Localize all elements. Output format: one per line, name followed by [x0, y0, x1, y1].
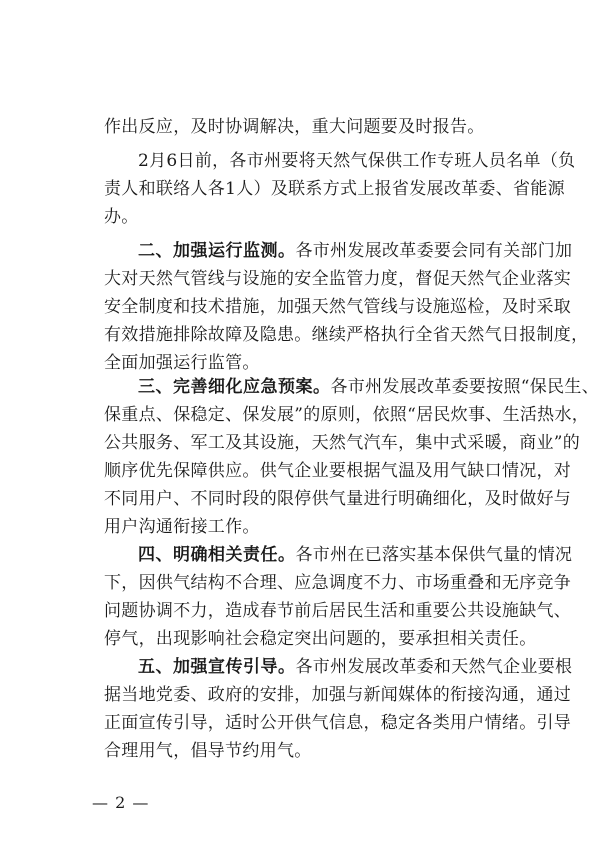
section-heading: 四、明确相关责任。	[138, 545, 296, 565]
text-line: 有效措施排除故障及隐患。继续严格执行全省天然气日报制度，	[104, 325, 589, 345]
text-line: 二、加强运行监测。各市州发展改革委要会同有关部门加	[138, 241, 573, 261]
text-line: 问题协调不力，造成春节前后居民生活和重要公共设施缺气、	[104, 601, 572, 621]
text-line: 据当地党委、政府的安排，加强与新闻媒体的衔接沟通，通过	[104, 685, 572, 705]
text-line: 责人和联络人各1人）及联系方式上报省发展改革委、省能源	[104, 179, 565, 199]
text-line: 用户沟通衔接工作。	[104, 517, 260, 537]
text-line: 顺序优先保障供应。供气企业要根据气温及用气缺口情况，对	[104, 461, 572, 481]
section-heading: 二、加强运行监测。	[138, 241, 296, 261]
text-line: 公共服务、军工及其设施，天然气汽车，集中式采暖，商业”的	[104, 433, 581, 453]
text-line: 五、加强宣传引导。各市州发展改革委和天然气企业要根	[138, 657, 573, 677]
text-line: 保重点、保稳定、保发展”的原则，依照“居民炊事、生活热水，	[104, 405, 590, 425]
text-line: 正面宣传引导，适时公开供气信息，稳定各类用户情绪。引导	[104, 713, 572, 733]
text-line: 合理用气，倡导节约用气。	[104, 741, 312, 761]
text-line: 安全制度和技术措施，加强天然气管线与设施巡检，及时采取	[104, 297, 572, 317]
section-heading: 三、完善细化应急预案。	[138, 377, 331, 397]
text-line: 四、明确相关责任。各市州在已落实基本保供气量的情况	[138, 545, 573, 565]
page-number: — 2 —	[92, 793, 150, 812]
section-heading: 五、加强宣传引导。	[138, 657, 296, 677]
text-line: 不同用户、不同时段的限停供气量进行明确细化，及时做好与	[104, 489, 572, 509]
text-line: 办。	[104, 207, 139, 227]
text-line: 三、完善细化应急预案。各市州发展改革委要按照“保民生、	[138, 377, 599, 397]
text-line: 下，因供气结构不合理、应急调度不力、市场重叠和无序竞争	[104, 573, 572, 593]
text-line: 作出反应，及时协调解决，重大问题要及时报告。	[104, 117, 485, 137]
text-line: 全面加强运行监管。	[104, 353, 260, 373]
text-line: 停气，出现影响社会稳定突出问题的，要承担相关责任。	[104, 629, 537, 649]
text-line: 大对天然气管线与设施的安全监管力度，督促天然气企业落实	[104, 269, 572, 289]
text-line: 2月6日前，各市州要将天然气保供工作专班人员名单（负	[138, 151, 576, 171]
